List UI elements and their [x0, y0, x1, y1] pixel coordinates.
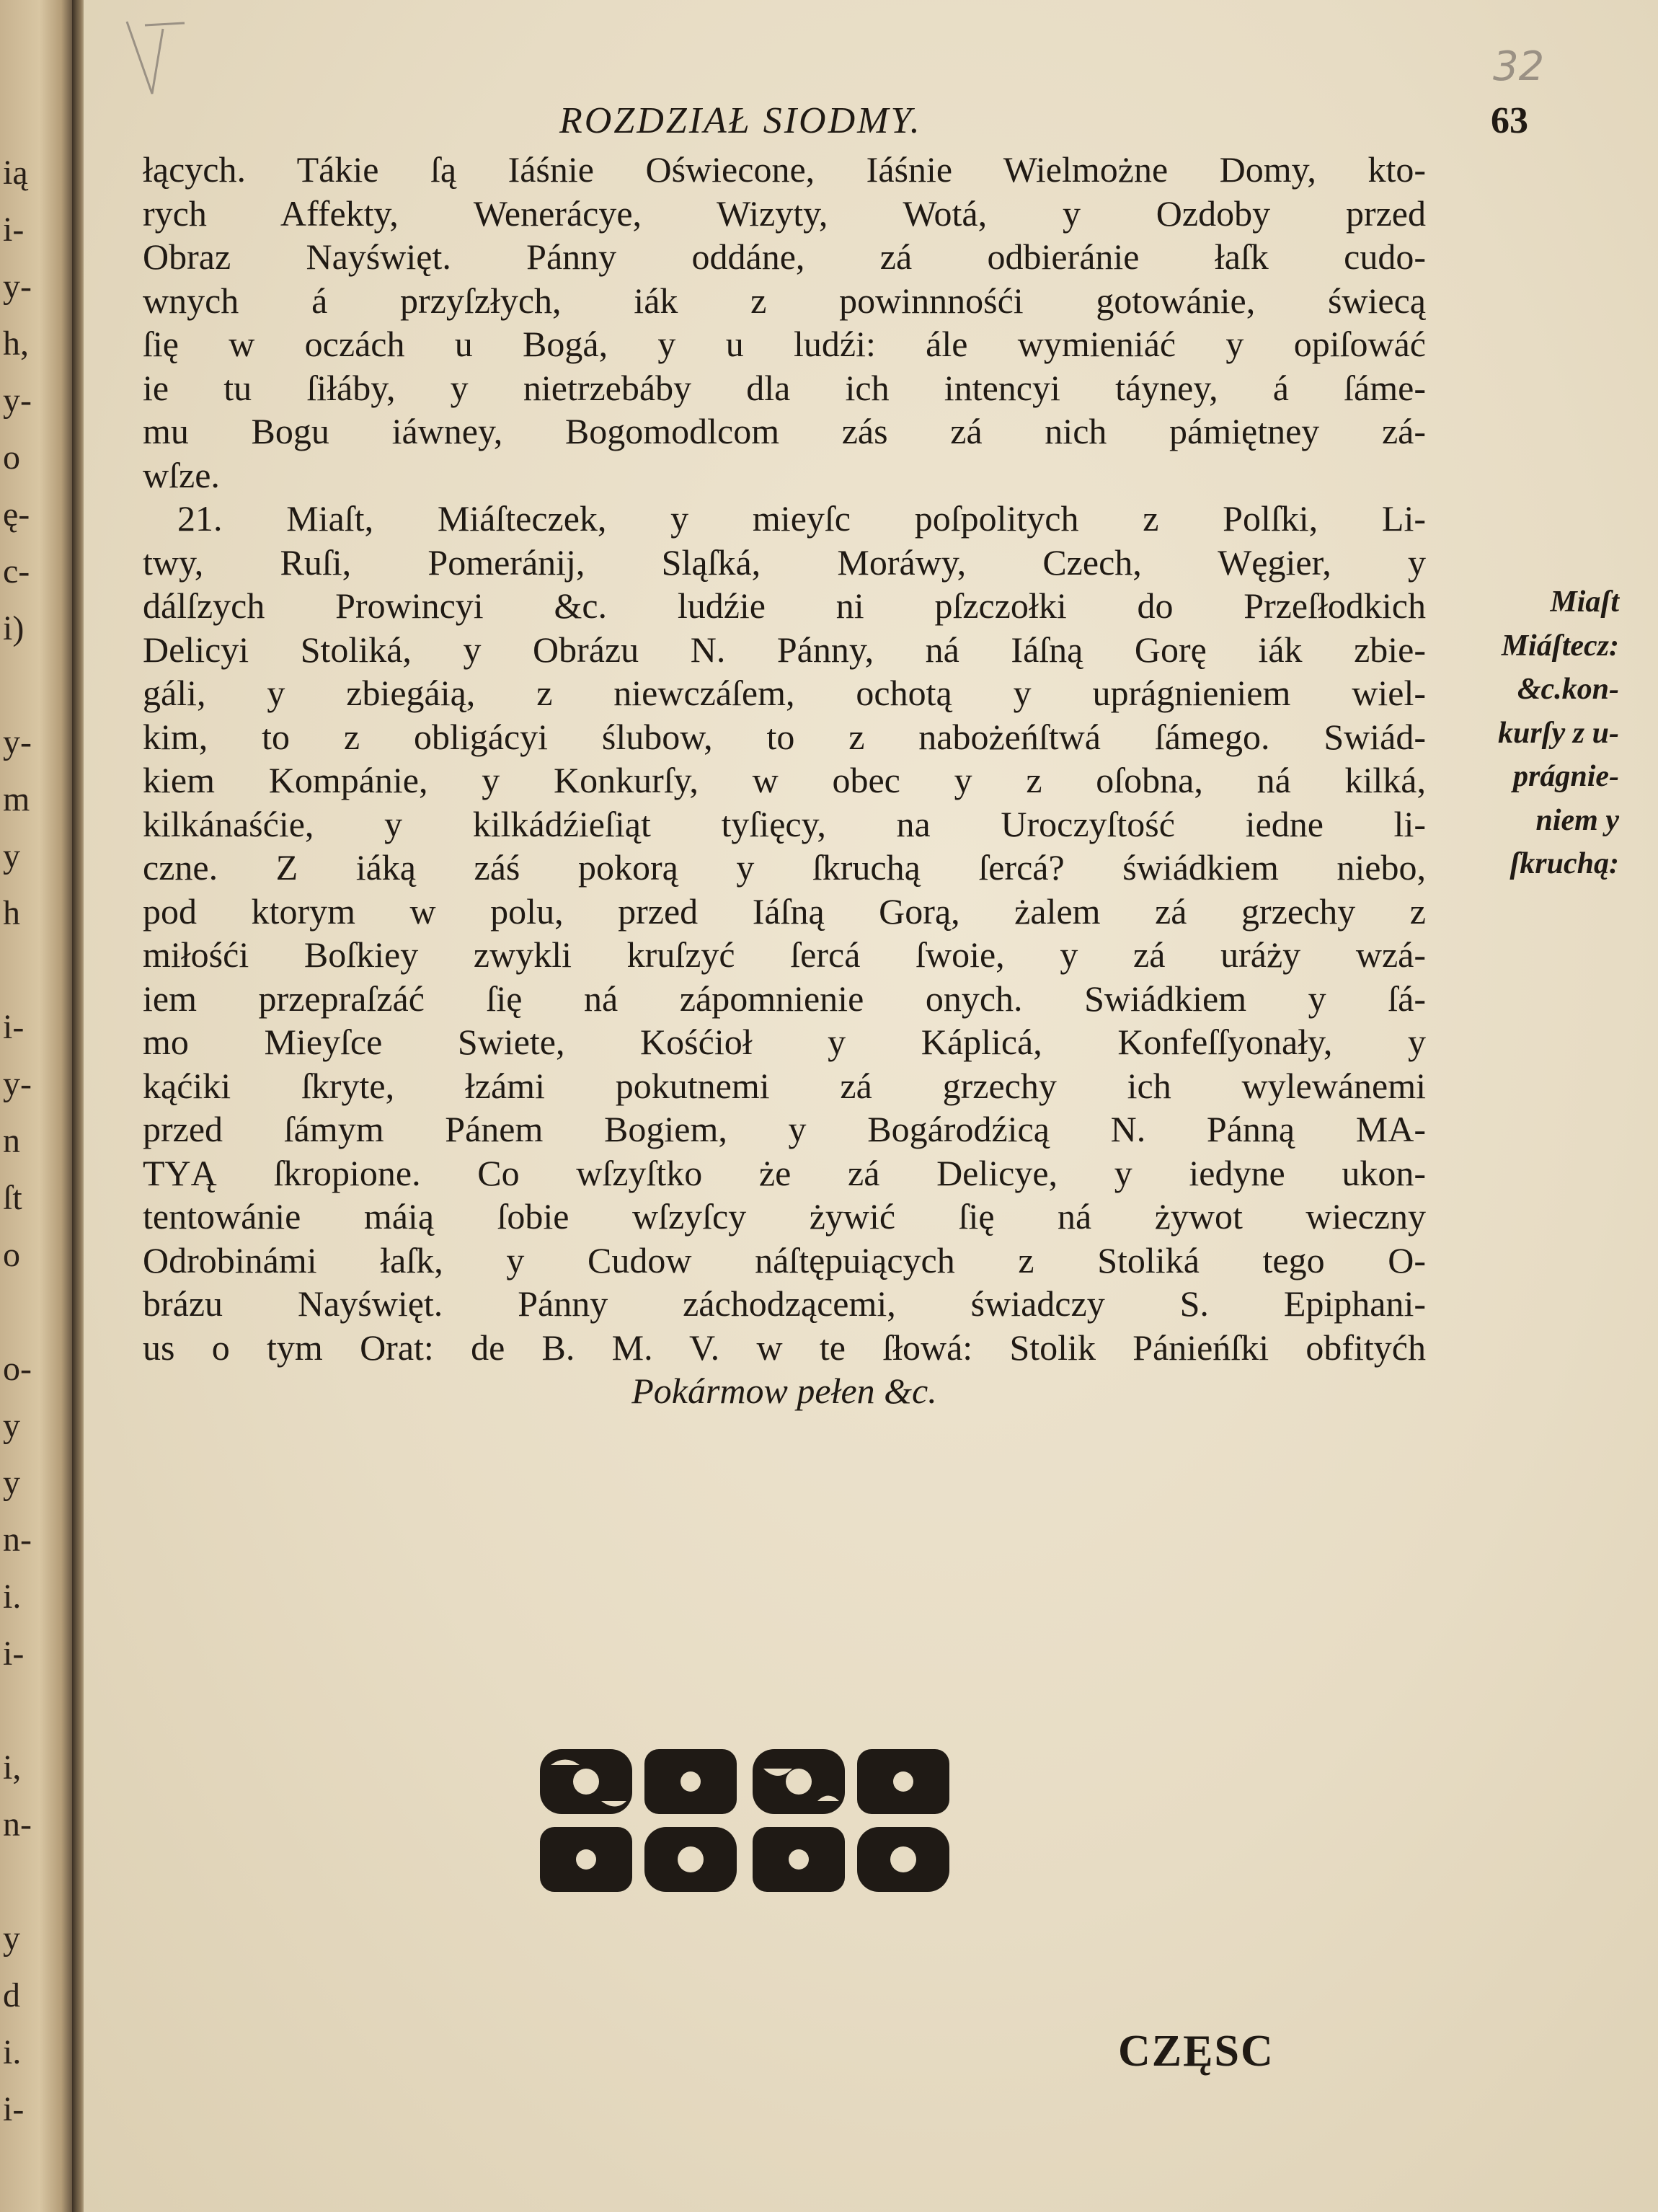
facing-page-fragments — [3, 144, 46, 2138]
facing-page-fragment: n — [3, 1122, 20, 1160]
text-line: rych Affekty, Wenerácye, Wizyty, Wotá, y Ozdoby przed — [143, 193, 1426, 234]
text-line: wnych á przyſzłych, iák z powinnnośći gotowánie, świecą — [143, 280, 1426, 321]
text-line: Pokármow pełen &c. — [631, 1371, 937, 1411]
text-line: dálſzych Prowincyi &c. ludźie ni pſzczołki do Przeſłodkich — [143, 585, 1426, 626]
facing-page-fragment: h, — [3, 324, 29, 363]
facing-page-fragment: o- — [3, 1350, 32, 1388]
facing-page-fragment — [3, 1682, 46, 1739]
facing-page-fragment: y — [3, 1407, 20, 1445]
facing-page-edge — [0, 0, 72, 2212]
text-line: gáli, y zbiegáią, z niewczáſem, ochotą y uprágnieniem wiel- — [143, 673, 1426, 713]
facing-page-fragment: ią — [3, 154, 28, 192]
text-line: kilkánaśćie, y kilkádźieſiąt tyſięcy, na Uroczyſtość iedne li- — [143, 803, 1426, 844]
facing-page-fragment: ę- — [3, 495, 30, 534]
text-line: Obraz Nayświęt. Pánny oddáne, zá odbieránie łaſk cudo- — [143, 236, 1426, 277]
body-text — [143, 148, 1426, 1413]
text-line: ie tu ſiłáby, y nietrzebáby dla ich intencyi táyney, á ſáme- — [143, 367, 1426, 408]
facing-page-fragment: d — [3, 1976, 20, 2014]
book-page — [84, 0, 1658, 2212]
text-line: mo Mieyſce Swiete, Kośćioł y Káplicá, Konfeſſyonały, y — [143, 1022, 1426, 1062]
text-line: brázu Nayświęt. Pánny záchodzącemi, świadczy S. Epiphani- — [143, 1283, 1426, 1324]
text-line: twy, Ruſi, Pomeránij, Sląſká, Moráwy, Czech, Węgier, y — [143, 541, 1426, 583]
facing-page-fragment: n- — [3, 1521, 32, 1559]
facing-page-fragment: o — [3, 438, 20, 477]
marginal-note: Miaſt — [1550, 585, 1619, 619]
facing-page-fragment: i- — [3, 2090, 25, 2128]
text-line: miłośći Boſkiey zwykli kruſzyć ſercá ſwoie, y zá uráży wzá- — [143, 934, 1426, 975]
facing-page-fragment — [3, 1853, 46, 1910]
facing-page-fragment: m — [3, 780, 30, 818]
page-number: 63 — [1491, 100, 1528, 141]
facing-page-fragment: n- — [3, 1805, 32, 1844]
text-line: kiem Kompánie, y Konkurſy, w obec y z oſobna, ná kilká, — [143, 760, 1426, 800]
running-head: ROZDZIAŁ SIODMY. — [559, 100, 922, 141]
text-line: przed ſámym Pánem Bogiem, y Bogárodźicą N. Pánną MA- — [143, 1109, 1426, 1149]
facing-page-fragment: i- — [3, 211, 25, 249]
text-line: Delicyi Stoliká, y Obrázu N. Pánny, ná Iáſną Gorę iák zbie- — [143, 629, 1426, 670]
text-line: kąćiki ſkryte, łzámi pokutnemi zá grzechy ich wylewánemi — [143, 1065, 1426, 1106]
text-line: czne. Z iáką záś pokorą y ſkruchą ſercá? świádkiem niebo, — [143, 847, 1426, 888]
facing-page-fragment: y- — [3, 723, 32, 761]
facing-page-fragment: y — [3, 1464, 20, 1502]
pencil-folio-number: 32 — [1493, 43, 1545, 90]
facing-page-fragment: y- — [3, 1065, 32, 1103]
text-line: mu Bogu iáwney, Bogomodlcom zás zá nich pámiętney zá- — [143, 411, 1426, 451]
marginal-note: Miáſtecz: — [1501, 629, 1619, 663]
marginal-note: &c.kon- — [1517, 673, 1619, 706]
facing-page-fragment: h — [3, 894, 20, 932]
text-line: TYĄ ſkropione. Co wſzyſtko że zá Delicye, y iedyne ukon- — [143, 1152, 1426, 1193]
text-line: wſze. — [143, 454, 220, 495]
marginal-notes — [1403, 580, 1619, 886]
facing-page-fragment: y — [3, 837, 20, 875]
text-line: 21. Miaſt, Miáſteczek, y mieyſc poſpolitych z Polſki, Li- — [177, 498, 1426, 539]
facing-page-fragment: i) — [3, 609, 25, 647]
facing-page-fragment: i- — [3, 1008, 25, 1046]
facing-page-fragment: i- — [3, 1634, 25, 1673]
facing-page-fragment: i. — [3, 2033, 22, 2071]
facing-page-fragment: y — [3, 1919, 20, 1957]
text-line: iem przepraſzáć ſię ná zápomnienie onych. Swiádkiem y ſá- — [143, 978, 1426, 1019]
catchword: CZĘSC — [1118, 2027, 1274, 2076]
text-line: pod ktorym w polu, przed Iáſną Gorą, żalem zá grzechy z — [143, 890, 1426, 932]
facing-page-fragment: c- — [3, 552, 30, 590]
text-line: tentowánie máią ſobie wſzyſcy żywić ſię ná żywot wieczny — [143, 1196, 1426, 1236]
facing-page-fragment: o — [3, 1236, 20, 1274]
facing-page-fragment: y- — [3, 267, 32, 306]
facing-page-fragment — [3, 1283, 46, 1340]
marginal-note: prágnie- — [1513, 760, 1619, 793]
text-line: łących. Tákie ſą Iáśnie Oświecone, Iáśnie Wielmożne Domy, kto- — [143, 149, 1426, 190]
marginal-note: niem y — [1535, 803, 1619, 837]
text-line: ſię w oczách u Bogá, y u ludźi: ále wymieniáć y opiſowáć — [143, 324, 1426, 364]
facing-page-fragment — [3, 657, 46, 714]
marginal-note: kurſy z u- — [1497, 716, 1619, 750]
facing-page-fragment: i, — [3, 1748, 22, 1787]
facing-page-fragment: ſt — [3, 1179, 22, 1217]
text-line: kim, to z obligácyi ślubow, to z nabożeńſtwá ſámego. Swiád- — [143, 716, 1426, 757]
text-line: us o tym Orat: de B. M. V. w te ſłowá: Stolik Pánieńſki obfityćh — [143, 1327, 1426, 1368]
marginal-note: ſkruchą: — [1510, 847, 1619, 880]
facing-page-fragment: i. — [3, 1578, 22, 1616]
facing-page-fragment: y- — [3, 381, 32, 420]
typographic-ornament-icon — [536, 1743, 954, 1898]
pencil-mark-icon — [112, 14, 199, 101]
text-line: Odrobinámi łaſk, y Cudow náſtępuiących z Stoliká tego O- — [143, 1239, 1426, 1280]
facing-page-fragment — [3, 942, 46, 999]
